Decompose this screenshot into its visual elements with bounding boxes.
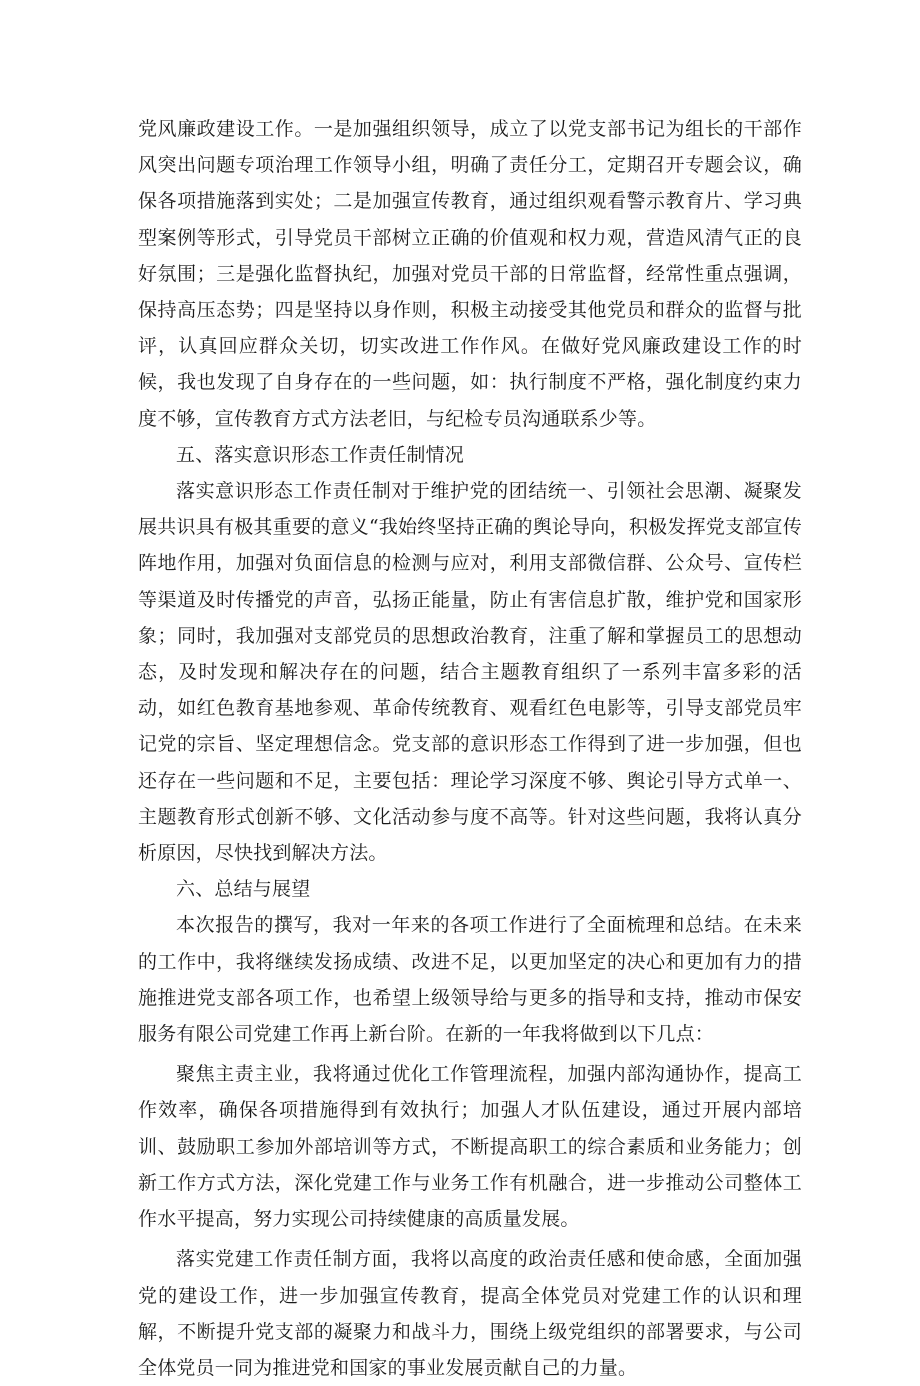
- paragraph-lianzheng-continued: 党风廉政建设工作。一是加强组织领导，成立了以党支部书记为组长的干部作风突出问题专项治理工作领导小组，明确了责任分工，定期召开专题会议，确保各项措施落到实处；二是加强宣传教育，通过组织观看警示教育片、学习典型案例等形式，引导党员干部树立正确的价值观和权力观，营造风清气正的良好氛围；三是强化监督执纪，加强对党员干部的日常监督，经常性重点强调，保持高压态势；四是坚持以身作则，积极主动接受其他党员和群众的监督与批评，认真回应群众关切，切实改进工作作风。在做好党风廉政建设工作的时候，我也发现了自身存在的一些问题，如：执行制度不严格，强化制度约束力度不够，宣传教育方式方法老旧，与纪检专员沟通联系少等。: [138, 118, 802, 430]
- section-heading-6: 六、总结与展望: [176, 878, 311, 901]
- paragraph-zongjie: 本次报告的撰写，我对一年来的各项工作进行了全面梳理和总结。在未来的工作中，我将继续发扬成绩、改进不足，以更加坚定的决心和更加有力的措施推进党支部各项工作，也希望上级领导给与更多的指导和支持，推动市保安服务有限公司党建工作再上新台阶。在新的一年我将做到以下几点：: [138, 914, 802, 1046]
- paragraph-zhuying: 聚焦主责主业，我将通过优化工作管理流程，加强内部沟通协作，提高工作效率，确保各项措施得到有效执行；加强人才队伍建设，通过开展内部培训、鼓励职工参加外部培训等方式，不断提高职工的综合素质和业务能力；创新工作方式方法，深化党建工作与业务工作有机融合，进一步推动公司整体工作水平提高，努力实现公司持续健康的高质量发展。: [138, 1063, 802, 1231]
- paragraph-dangjian: 落实党建工作责任制方面，我将以高度的政治责任感和使命感，全面加强党的建设工作，进一步加强宣传教育，提高全体党员对党建工作的认识和理解，不断提升党支部的凝聚力和战斗力，围绕上级党组织的部署要求，与公司全体党员一同为推进党和国家的事业发展贡献自己的力量。: [138, 1248, 802, 1379]
- section-heading-5: 五、落实意识形态工作责任制情况: [176, 443, 465, 466]
- paragraph-yishixingtai: 落实意识形态工作责任制对于维护党的团结统一、引领社会思潮、凝聚发展共识具有极其重要的意义“我始终坚持正确的舆论导向，积极发挥党支部宣传阵地作用，加强对负面信息的检测与应对，利用支部微信群、公众号、宣传栏等渠道及时传播党的声音，弘扬正能量，防止有害信息扩散，维护党和国家形象；同时，我加强对支部党员的思想政治教育，注重了解和掌握员工的思想动态，及时发现和解决存在的问题，结合主题教育组织了一系列丰富多彩的活动，如红色教育基地参观、革命传统教育、观看红色电影等，引导支部党员牢记党的宗旨、坚定理想信念。党支部的意识形态工作得到了进一步加强，但也还存在一些问题和不足，主要包括：理论学习深度不够、舆论引导方式单一、主题教育形式创新不够、文化活动参与度不高等。针对这些问题，我将认真分析原因，尽快找到解决方法。: [138, 480, 802, 865]
